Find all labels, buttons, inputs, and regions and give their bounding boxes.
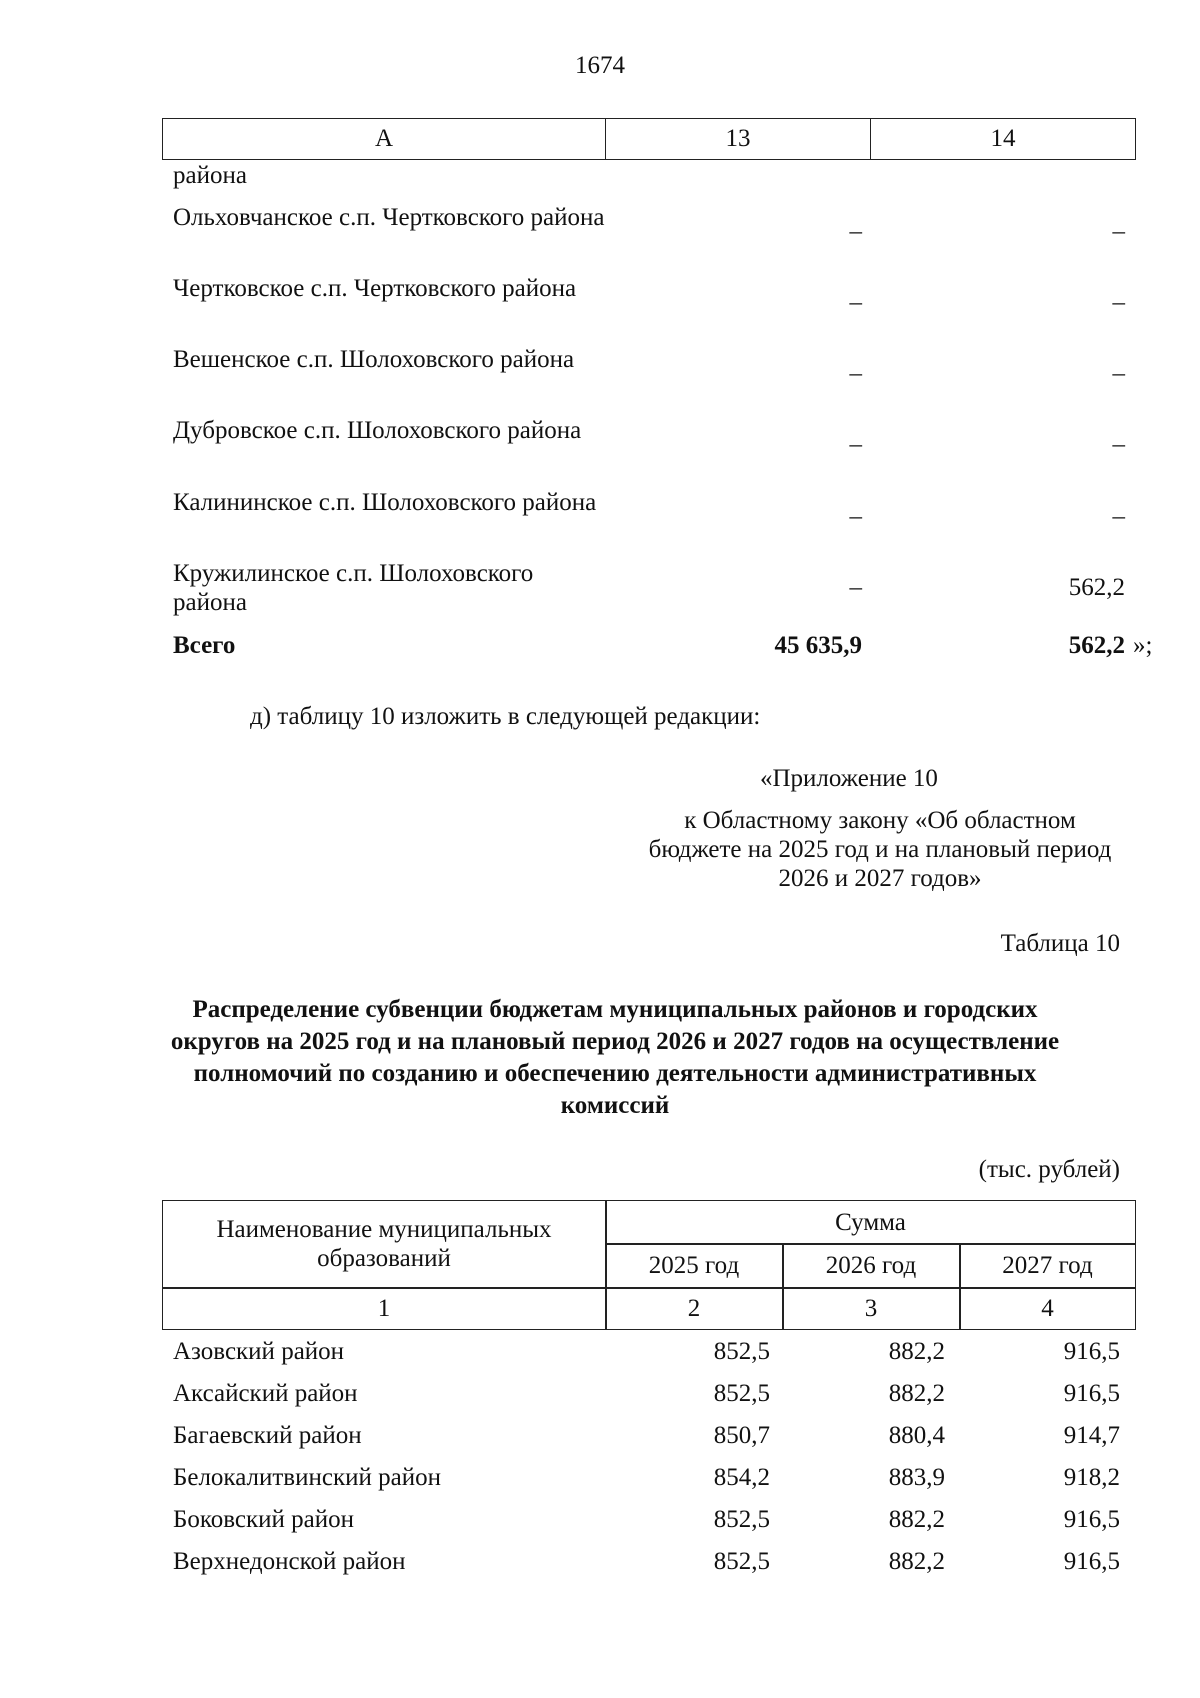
units-label: (тыс. рублей): [978, 1156, 1120, 1183]
divider: [606, 1243, 1136, 1245]
row-value-2025: 852,5: [713, 1506, 770, 1533]
row-name: Чертковское с.п. Чертковского района: [173, 275, 577, 302]
row-name: Азовский район: [173, 1338, 345, 1365]
table-row: [0, 416, 1200, 476]
table1-total-row: [0, 632, 1200, 662]
row-name: Верхнедонской район: [173, 1548, 406, 1575]
col-number-1: 1: [377, 1295, 391, 1322]
row-name: Белокалитвинский район: [173, 1464, 441, 1491]
col-number-2: 2: [687, 1295, 701, 1322]
table1-header-col-13: 13: [606, 119, 871, 159]
table-title: Распределение субвенции бюджетам муниципальных районов и городских округов на 2025 год и на плановый период 2026 и 2027 годов на осуществление полномочий по созданию и обеспечению деятельности административных комиссий: [170, 996, 1060, 1119]
row-name: Багаевский район: [173, 1422, 362, 1449]
row-name: Кружилинское с.п. Шолоховского района: [173, 560, 534, 616]
row-name: Вешенское с.п. Шолоховского района: [173, 346, 575, 373]
table1-header: [162, 118, 1136, 160]
header-year-2026: 2026 год: [825, 1252, 917, 1279]
header-name-cell: Наименование муниципальных образований: [216, 1216, 552, 1272]
row-value-14: –: [1112, 431, 1125, 458]
header-year-2027: 2027 год: [1002, 1252, 1093, 1279]
row-name: Ольховчанское с.п. Чертковского района: [173, 204, 605, 231]
row-value-2026: 883,9: [888, 1464, 945, 1491]
row-value-2025: 852,5: [713, 1548, 770, 1575]
row-value-13: –: [849, 574, 862, 601]
table2-header: [162, 1200, 1136, 1330]
row-value-13: –: [849, 503, 862, 530]
table-row: [0, 1380, 1200, 1422]
header-sum-cell: Сумма: [835, 1209, 906, 1236]
divider: [163, 1287, 1136, 1289]
row-value-14: –: [1112, 218, 1125, 245]
row-value-13: –: [849, 218, 862, 245]
row-value-14: –: [1112, 503, 1125, 530]
divider: [605, 1201, 607, 1329]
table-label: Таблица 10: [1000, 930, 1120, 957]
row-value-2027: 916,5: [1063, 1548, 1120, 1575]
row-name: Аксайский район: [173, 1380, 358, 1407]
table-row: [0, 203, 1200, 263]
row-value-14: 562,2: [1068, 574, 1125, 601]
row-value-2027: 916,5: [1063, 1506, 1120, 1533]
table-row: [0, 1464, 1200, 1506]
row-value-2026: 882,2: [888, 1338, 945, 1365]
row-value-2026: 882,2: [888, 1506, 945, 1533]
total-label: Всего: [173, 632, 236, 659]
row-value-13: –: [849, 431, 862, 458]
table-row: [0, 559, 1200, 619]
col-number-3: 3: [864, 1295, 878, 1322]
row-value-14: –: [1112, 289, 1125, 316]
table-row: [0, 1338, 1200, 1380]
row-name: Калининское с.п. Шолоховского района: [173, 489, 597, 516]
row-value-2025: 850,7: [713, 1422, 770, 1449]
table-row: [0, 1506, 1200, 1548]
row-value-2025: 852,5: [713, 1338, 770, 1365]
row-value-2026: 882,2: [888, 1380, 945, 1407]
table1-header-col-a: А: [163, 119, 606, 159]
table-row: [0, 345, 1200, 405]
row-value-14: –: [1112, 360, 1125, 387]
annex-law-reference: к Областному закону «Об областном бюджете на 2025 год и на плановый период 2026 и 2027 годов»: [648, 807, 1112, 892]
table-row: [0, 1422, 1200, 1464]
row-value-13: –: [849, 360, 862, 387]
table1-continuation: района: [173, 162, 247, 189]
total-value-13: 45 635,9: [774, 632, 862, 659]
row-value-2027: 918,2: [1063, 1464, 1120, 1491]
row-value-13: –: [849, 289, 862, 316]
header-year-2025: 2025 год: [648, 1252, 740, 1279]
page-number: 1674: [575, 52, 625, 79]
table-row: [0, 1548, 1200, 1590]
row-name: Боковский район: [173, 1506, 354, 1533]
closing-quote: »;: [1133, 632, 1153, 659]
col-number-4: 4: [1041, 1295, 1054, 1322]
row-value-2025: 852,5: [713, 1380, 770, 1407]
row-value-2027: 916,5: [1063, 1338, 1120, 1365]
row-value-2026: 882,2: [888, 1548, 945, 1575]
table-row: [0, 274, 1200, 334]
total-value-14: 562,2: [1068, 632, 1125, 659]
annex-title: «Приложение 10: [760, 765, 938, 792]
table-row: [0, 488, 1200, 548]
row-value-2025: 854,2: [713, 1464, 770, 1491]
instruction-text: д) таблицу 10 изложить в следующей редакции:: [250, 703, 761, 730]
table1-header-col-14: 14: [990, 125, 1016, 152]
row-value-2027: 914,7: [1063, 1422, 1120, 1449]
row-value-2027: 916,5: [1063, 1380, 1120, 1407]
row-value-2026: 880,4: [888, 1422, 945, 1449]
row-name: Дубровское с.п. Шолоховского района: [173, 417, 582, 444]
